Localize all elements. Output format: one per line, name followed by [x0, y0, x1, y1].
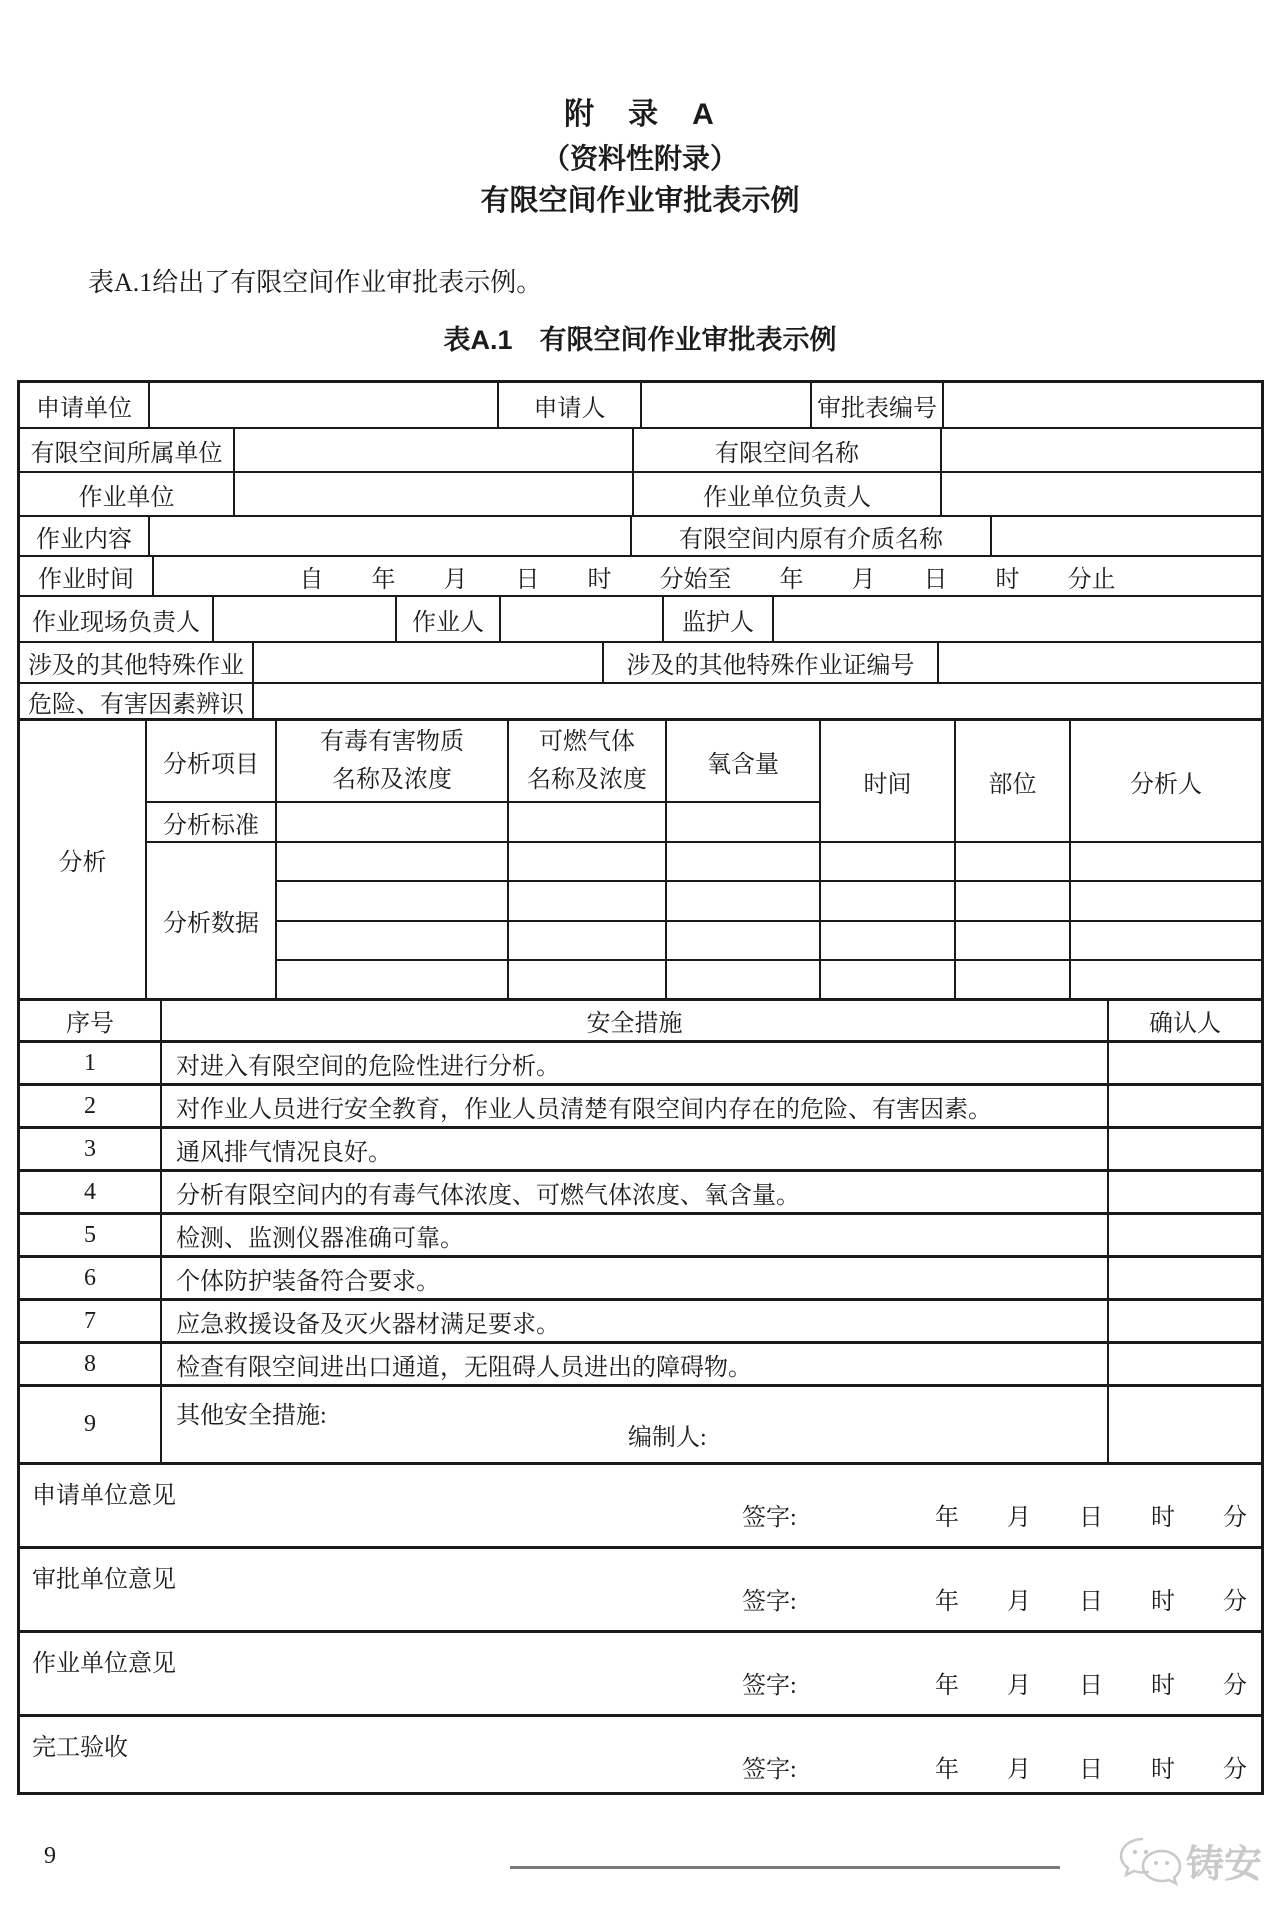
- data-cell: [1069, 882, 1261, 919]
- analysis-data-row: [275, 959, 1261, 998]
- col-header-confirmer: 确认人: [1107, 1001, 1261, 1040]
- data-cell: [275, 843, 507, 880]
- safety-no: 1: [84, 1049, 96, 1076]
- safety-row: [20, 1341, 1261, 1384]
- col-header-toxic: [275, 721, 507, 801]
- label-approval-no: 审批表编号: [810, 383, 942, 427]
- safety-measure-text: 对作业人员进行安全教育，作业人员清楚有限空间内存在的危险、有害因素。: [160, 1086, 1107, 1126]
- analysis-left-header: [145, 721, 819, 841]
- col-header-location: 部位: [954, 721, 1069, 841]
- safety-no: 2: [84, 1092, 96, 1119]
- col-header-flammable-line1: 可燃气体: [539, 729, 635, 755]
- label-site-leader: 作业现场负责人: [32, 609, 200, 636]
- analysis-data-rows: [145, 841, 1261, 998]
- standard-flammable-cell: [507, 803, 665, 841]
- safety-measure-text: 个体防护装备符合要求。: [160, 1258, 1107, 1298]
- safety-confirmer-cell: [1107, 1172, 1261, 1212]
- label-analysis-data: 分析数据: [145, 843, 275, 998]
- other-measures-cell: [160, 1387, 1107, 1462]
- safety-no: 8: [84, 1350, 96, 1377]
- data-cell: [954, 843, 1069, 880]
- safety-measure-text: 检测、监测仪器准确可靠。: [160, 1215, 1107, 1255]
- footer-rule: [510, 1866, 1060, 1869]
- sign-label: 签字:: [742, 1505, 797, 1531]
- sign-line: [20, 1581, 1261, 1616]
- safety-no: 4: [84, 1178, 96, 1205]
- data-cell: [507, 843, 665, 880]
- standard-toxic-cell: [275, 803, 507, 841]
- work-unit-leader-value-cell: [940, 473, 1261, 515]
- safety-confirmer-cell: [1107, 1086, 1261, 1126]
- safety-row: [20, 1255, 1261, 1298]
- safety-row: [20, 1212, 1261, 1255]
- date-label: 年 月 日 时 分: [935, 1757, 1247, 1783]
- work-content-value-cell: [148, 517, 630, 555]
- analysis-standard-row: [145, 801, 819, 841]
- data-cell: [954, 961, 1069, 998]
- site-leader-value-cell: [212, 597, 395, 641]
- original-medium-value-cell: [990, 517, 1261, 555]
- label-space-owner-unit: 有限空间所属单位: [30, 440, 223, 467]
- col-header-measure: 安全措施: [160, 1001, 1107, 1040]
- label-space-name: 有限空间名称: [632, 429, 940, 471]
- col-header-flammable: [507, 721, 665, 801]
- safety-row: [20, 1169, 1261, 1212]
- analysis-body: [145, 721, 1261, 998]
- approval-form-table: [17, 380, 1264, 1795]
- data-cell: [665, 922, 819, 959]
- analysis-data-row: [275, 880, 1261, 919]
- data-cell: [665, 843, 819, 880]
- row-other-special-work: [20, 641, 1261, 682]
- analysis-data-row: [275, 920, 1261, 959]
- intro-paragraph: 表A.1给出了有限空间作业审批表示例。: [88, 268, 543, 297]
- other-special-work-value-cell: [252, 643, 602, 682]
- safety-confirmer-cell: [1107, 1129, 1261, 1169]
- safety-no: 9: [84, 1411, 96, 1437]
- work-time-value-cell: 自 年 月 日 时 分始至 年 月 日 时 分止: [152, 557, 1261, 595]
- row-site-leader: [20, 595, 1261, 641]
- safety-header-row: [20, 998, 1261, 1040]
- safety-confirmer-cell: [1107, 1301, 1261, 1341]
- opinion-label: 作业单位意见: [32, 1651, 176, 1677]
- safety-row: [20, 1126, 1261, 1169]
- worker-value-cell: [499, 597, 662, 641]
- row-work-time: [20, 555, 1261, 595]
- data-cell: [507, 922, 665, 959]
- data-cell: [954, 922, 1069, 959]
- data-cell: [1069, 961, 1261, 998]
- safety-confirmer-cell: [1107, 1344, 1261, 1384]
- col-header-time: 时间: [819, 721, 954, 841]
- standard-oxygen-cell: [665, 803, 819, 841]
- appendix-heading: 有限空间作业审批表示例: [480, 185, 800, 217]
- data-cell: [1069, 843, 1261, 880]
- data-cell: [507, 882, 665, 919]
- label-applicant-unit: 申请单位: [36, 395, 132, 422]
- space-owner-unit-value-cell: [233, 429, 632, 471]
- row-hazard-identification: [20, 682, 1261, 718]
- appendix-title-block: [0, 92, 1280, 222]
- safety-measure-text: 检查有限空间进出口通道，无阻碍人员进出的障碍物。: [160, 1344, 1107, 1384]
- compiler-label: 编制人:: [628, 1425, 707, 1451]
- analysis-data-row: [275, 843, 1261, 880]
- label-applicant: 申请人: [497, 383, 640, 427]
- safety-confirmer-cell: [1107, 1387, 1261, 1462]
- data-cell: [665, 961, 819, 998]
- brand-watermark: [1118, 1833, 1262, 1888]
- sign-label: 签字:: [742, 1673, 797, 1699]
- table-caption: 表A.1 有限空间作业审批表示例: [443, 325, 837, 355]
- data-cell: [1069, 922, 1261, 959]
- col-header-oxygen: 氧含量: [665, 721, 819, 801]
- analysis-data-grid: [275, 843, 1261, 998]
- safety-confirmer-cell: [1107, 1258, 1261, 1298]
- approval-no-value-cell: [942, 383, 1261, 427]
- label-analysis: 分析: [58, 850, 107, 876]
- label-other-special-work-cert-no: 涉及的其他特殊作业证编号: [602, 643, 937, 682]
- label-work-unit-leader: 作业单位负责人: [632, 473, 940, 515]
- sign-label: 签字:: [742, 1757, 797, 1783]
- appendix-subtitle: （资料性附录）: [541, 143, 738, 174]
- sign-line: [20, 1749, 1261, 1784]
- label-other-special-work: 涉及的其他特殊作业: [28, 653, 244, 679]
- date-label: 年 月 日 时 分: [935, 1673, 1247, 1699]
- label-analysis-project: 分析项目: [145, 721, 275, 801]
- applicant-value-cell: [640, 383, 810, 427]
- data-cell: [954, 882, 1069, 919]
- label-original-medium: 有限空间内原有介质名称: [630, 517, 990, 555]
- opinion-row-completion-acceptance: [20, 1714, 1261, 1795]
- sign-label: 签字:: [742, 1589, 797, 1615]
- safety-no: 5: [84, 1221, 96, 1248]
- data-cell: [507, 961, 665, 998]
- safety-measure-text: 对进入有限空间的危险性进行分析。: [160, 1043, 1107, 1083]
- opinion-label: 完工验收: [32, 1735, 128, 1761]
- safety-row-other: [20, 1384, 1261, 1462]
- label-work-time: 作业时间: [38, 566, 134, 593]
- analysis-header-rows: [145, 721, 1261, 841]
- row-space-owner: [20, 427, 1261, 471]
- other-measures-label: 其他安全措施:: [176, 1403, 327, 1429]
- label-guardian: 监护人: [662, 597, 772, 641]
- analysis-project-row: [145, 721, 819, 801]
- appendix-title: 附 录 A: [564, 98, 716, 131]
- safety-confirmer-cell: [1107, 1043, 1261, 1083]
- data-cell: [819, 882, 954, 919]
- row-applicant: [20, 383, 1261, 427]
- opinion-row-work-unit: [20, 1630, 1261, 1714]
- col-header-toxic-line1: 有毒有害物质: [320, 729, 464, 755]
- col-header-toxic-line2: 名称及浓度: [332, 767, 452, 793]
- other-special-work-cert-no-value-cell: [937, 643, 1261, 682]
- safety-measure-text: 应急救援设备及灭火器材满足要求。: [160, 1301, 1107, 1341]
- chat-bubbles-icon: [1118, 1835, 1184, 1887]
- safety-measure-text: 通风排气情况良好。: [160, 1129, 1107, 1169]
- label-work-content: 作业内容: [36, 526, 132, 553]
- work-unit-value-cell: [233, 473, 632, 515]
- safety-no: 7: [84, 1307, 96, 1334]
- analysis-block: [20, 718, 1261, 998]
- safety-row: [20, 1040, 1261, 1083]
- col-header-no: 序号: [66, 1011, 114, 1037]
- data-cell: [275, 922, 507, 959]
- data-cell: [819, 922, 954, 959]
- applicant-unit-value-cell: [148, 383, 497, 427]
- row-work-unit: [20, 471, 1261, 515]
- date-label: 年 月 日 时 分: [935, 1589, 1247, 1615]
- data-cell: [819, 961, 954, 998]
- data-cell: [819, 843, 954, 880]
- safety-no: 6: [84, 1264, 96, 1291]
- guardian-value-cell: [772, 597, 1261, 641]
- opinion-label: 审批单位意见: [32, 1567, 176, 1593]
- label-analysis-standard: 分析标准: [145, 803, 275, 841]
- safety-row: [20, 1298, 1261, 1341]
- hazard-identification-value-cell: [252, 684, 1261, 718]
- watermark-text: 铸安: [1186, 1844, 1263, 1886]
- col-header-flammable-line2: 名称及浓度: [527, 767, 647, 793]
- safety-row: [20, 1083, 1261, 1126]
- safety-measure-text: 分析有限空间内的有毒气体浓度、可燃气体浓度、氧含量。: [160, 1172, 1107, 1212]
- label-worker: 作业人: [395, 597, 499, 641]
- sign-line: [20, 1497, 1261, 1532]
- opinion-row-approval-unit: [20, 1546, 1261, 1630]
- date-label: 年 月 日 时 分: [935, 1505, 1247, 1531]
- row-work-content: [20, 515, 1261, 555]
- safety-confirmer-cell: [1107, 1215, 1261, 1255]
- data-cell: [275, 882, 507, 919]
- opinion-label: 申请单位意见: [32, 1483, 176, 1509]
- label-work-unit: 作业单位: [78, 484, 175, 511]
- opinion-row-applicant-unit: [20, 1462, 1261, 1546]
- space-name-value-cell: [940, 429, 1261, 471]
- sign-line: [20, 1665, 1261, 1700]
- safety-no: 3: [84, 1135, 96, 1162]
- data-cell: [665, 882, 819, 919]
- col-header-analyst: 分析人: [1069, 721, 1261, 841]
- label-hazard-identification: 危险、有害因素辨识: [28, 691, 244, 718]
- page-number: 9: [44, 1843, 56, 1869]
- data-cell: [275, 961, 507, 998]
